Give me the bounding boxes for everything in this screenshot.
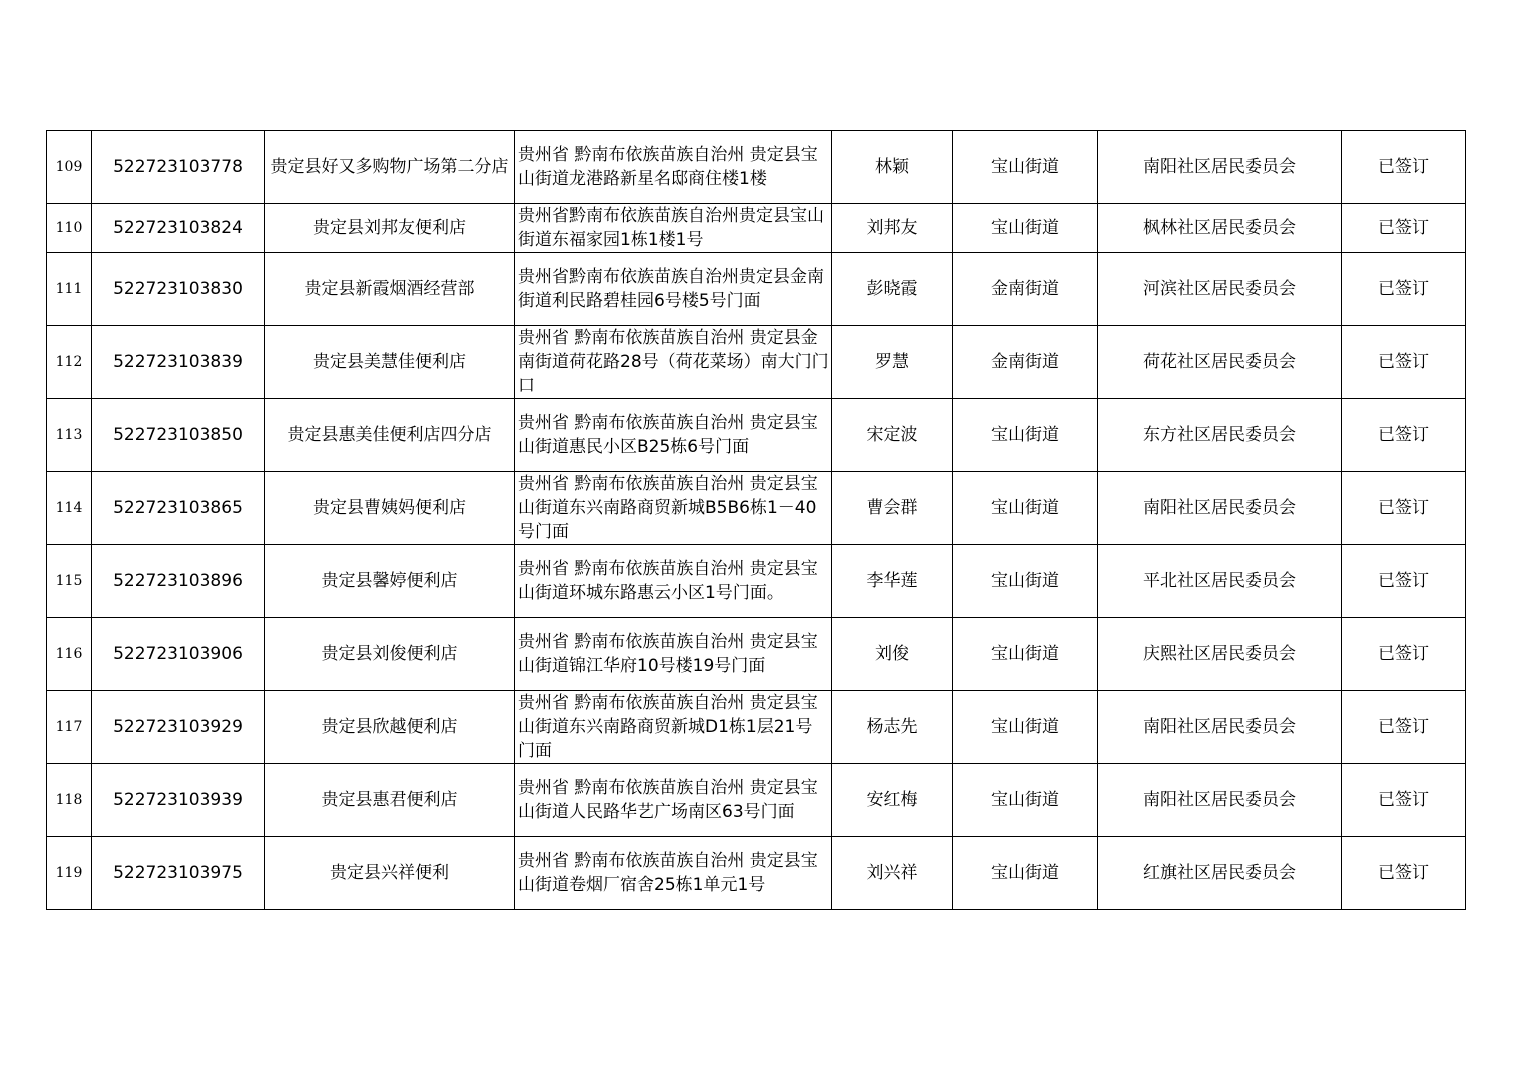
shop-name-cell: 贵定县曹姨妈便利店 bbox=[265, 472, 515, 545]
table-row bbox=[47, 253, 1466, 326]
license-code-cell: 522723103929 bbox=[92, 691, 265, 764]
license-code-cell: 522723103830 bbox=[92, 253, 265, 326]
owner-name-cell: 刘俊 bbox=[832, 618, 953, 691]
owner-name-cell: 曹会群 bbox=[832, 472, 953, 545]
row-number-cell: 119 bbox=[47, 837, 92, 910]
street-cell: 宝山街道 bbox=[953, 691, 1098, 764]
table-row bbox=[47, 837, 1466, 910]
community-cell: 河滨社区居民委员会 bbox=[1098, 253, 1342, 326]
address-cell: 贵州省 黔南布依族苗族自治州 贵定县宝山街道锦江华府10号楼19号门面 bbox=[515, 618, 832, 691]
table-row bbox=[47, 131, 1466, 204]
status-cell: 已签订 bbox=[1342, 837, 1466, 910]
owner-name-cell: 罗慧 bbox=[832, 326, 953, 399]
owner-name-cell: 李华莲 bbox=[832, 545, 953, 618]
status-cell: 已签订 bbox=[1342, 691, 1466, 764]
shop-name-cell: 贵定县惠美佳便利店四分店 bbox=[265, 399, 515, 472]
license-code-cell: 522723103824 bbox=[92, 204, 265, 253]
table-row bbox=[47, 764, 1466, 837]
street-cell: 宝山街道 bbox=[953, 545, 1098, 618]
owner-name-cell: 安红梅 bbox=[832, 764, 953, 837]
shop-name-cell: 贵定县好又多购物广场第二分店 bbox=[265, 131, 515, 204]
status-cell: 已签订 bbox=[1342, 399, 1466, 472]
community-cell: 南阳社区居民委员会 bbox=[1098, 764, 1342, 837]
table-row bbox=[47, 545, 1466, 618]
shop-name-cell: 贵定县兴祥便利 bbox=[265, 837, 515, 910]
table-row bbox=[47, 472, 1466, 545]
table-row bbox=[47, 399, 1466, 472]
status-cell: 已签订 bbox=[1342, 764, 1466, 837]
street-cell: 金南街道 bbox=[953, 253, 1098, 326]
address-cell: 贵州省 黔南布依族苗族自治州 贵定县宝山街道龙港路新星名邸商住楼1楼 bbox=[515, 131, 832, 204]
shop-name-cell: 贵定县惠君便利店 bbox=[265, 764, 515, 837]
license-code-cell: 522723103865 bbox=[92, 472, 265, 545]
shop-name-cell: 贵定县新霞烟酒经营部 bbox=[265, 253, 515, 326]
row-number-cell: 114 bbox=[47, 472, 92, 545]
status-cell: 已签订 bbox=[1342, 204, 1466, 253]
owner-name-cell: 刘邦友 bbox=[832, 204, 953, 253]
address-cell: 贵州省黔南布依族苗族自治州贵定县金南街道利民路碧桂园6号楼5号门面 bbox=[515, 253, 832, 326]
owner-name-cell: 宋定波 bbox=[832, 399, 953, 472]
street-cell: 宝山街道 bbox=[953, 204, 1098, 253]
community-cell: 南阳社区居民委员会 bbox=[1098, 131, 1342, 204]
status-cell: 已签订 bbox=[1342, 131, 1466, 204]
row-number-cell: 112 bbox=[47, 326, 92, 399]
shop-name-cell: 贵定县刘邦友便利店 bbox=[265, 204, 515, 253]
license-code-cell: 522723103839 bbox=[92, 326, 265, 399]
status-cell: 已签订 bbox=[1342, 618, 1466, 691]
shop-name-cell: 贵定县馨婷便利店 bbox=[265, 545, 515, 618]
status-cell: 已签订 bbox=[1342, 326, 1466, 399]
status-cell: 已签订 bbox=[1342, 253, 1466, 326]
shop-name-cell: 贵定县欣越便利店 bbox=[265, 691, 515, 764]
row-number-cell: 118 bbox=[47, 764, 92, 837]
table-row bbox=[47, 326, 1466, 399]
street-cell: 金南街道 bbox=[953, 326, 1098, 399]
row-number-cell: 110 bbox=[47, 204, 92, 253]
community-cell: 荷花社区居民委员会 bbox=[1098, 326, 1342, 399]
address-cell: 贵州省 黔南布依族苗族自治州 贵定县宝山街道人民路华艺广场南区63号门面 bbox=[515, 764, 832, 837]
community-cell: 庆熙社区居民委员会 bbox=[1098, 618, 1342, 691]
license-code-cell: 522723103778 bbox=[92, 131, 265, 204]
street-cell: 宝山街道 bbox=[953, 837, 1098, 910]
address-cell: 贵州省 黔南布依族苗族自治州 贵定县宝山街道环城东路惠云小区1号门面。 bbox=[515, 545, 832, 618]
license-code-cell: 522723103975 bbox=[92, 837, 265, 910]
shop-name-cell: 贵定县刘俊便利店 bbox=[265, 618, 515, 691]
address-cell: 贵州省 黔南布依族苗族自治州 贵定县宝山街道东兴南路商贸新城D1栋1层21号门面 bbox=[515, 691, 832, 764]
table-row bbox=[47, 691, 1466, 764]
address-cell: 贵州省 黔南布依族苗族自治州 贵定县宝山街道惠民小区B25栋6号门面 bbox=[515, 399, 832, 472]
status-cell: 已签订 bbox=[1342, 472, 1466, 545]
address-cell: 贵州省 黔南布依族苗族自治州 贵定县宝山街道东兴南路商贸新城B5B6栋1－40号门面 bbox=[515, 472, 832, 545]
community-cell: 平北社区居民委员会 bbox=[1098, 545, 1342, 618]
row-number-cell: 117 bbox=[47, 691, 92, 764]
table-row bbox=[47, 618, 1466, 691]
shop-name-cell: 贵定县美慧佳便利店 bbox=[265, 326, 515, 399]
street-cell: 宝山街道 bbox=[953, 472, 1098, 545]
license-code-cell: 522723103896 bbox=[92, 545, 265, 618]
license-code-cell: 522723103850 bbox=[92, 399, 265, 472]
address-cell: 贵州省 黔南布依族苗族自治州 贵定县金南街道荷花路28号（荷花菜场）南大门门口 bbox=[515, 326, 832, 399]
community-cell: 枫林社区居民委员会 bbox=[1098, 204, 1342, 253]
table-row bbox=[47, 204, 1466, 253]
owner-name-cell: 杨志先 bbox=[832, 691, 953, 764]
table-body bbox=[47, 131, 1466, 910]
row-number-cell: 113 bbox=[47, 399, 92, 472]
community-cell: 东方社区居民委员会 bbox=[1098, 399, 1342, 472]
community-cell: 南阳社区居民委员会 bbox=[1098, 472, 1342, 545]
status-cell: 已签订 bbox=[1342, 545, 1466, 618]
owner-name-cell: 刘兴祥 bbox=[832, 837, 953, 910]
street-cell: 宝山街道 bbox=[953, 618, 1098, 691]
row-number-cell: 109 bbox=[47, 131, 92, 204]
community-cell: 红旗社区居民委员会 bbox=[1098, 837, 1342, 910]
row-number-cell: 115 bbox=[47, 545, 92, 618]
license-code-cell: 522723103939 bbox=[92, 764, 265, 837]
shop-roster-table bbox=[46, 130, 1466, 910]
owner-name-cell: 彭晓霞 bbox=[832, 253, 953, 326]
address-cell: 贵州省黔南布依族苗族自治州贵定县宝山街道东福家园1栋1楼1号 bbox=[515, 204, 832, 253]
community-cell: 南阳社区居民委员会 bbox=[1098, 691, 1342, 764]
license-code-cell: 522723103906 bbox=[92, 618, 265, 691]
row-number-cell: 111 bbox=[47, 253, 92, 326]
row-number-cell: 116 bbox=[47, 618, 92, 691]
owner-name-cell: 林颖 bbox=[832, 131, 953, 204]
street-cell: 宝山街道 bbox=[953, 764, 1098, 837]
address-cell: 贵州省 黔南布依族苗族自治州 贵定县宝山街道卷烟厂宿舍25栋1单元1号 bbox=[515, 837, 832, 910]
street-cell: 宝山街道 bbox=[953, 131, 1098, 204]
street-cell: 宝山街道 bbox=[953, 399, 1098, 472]
